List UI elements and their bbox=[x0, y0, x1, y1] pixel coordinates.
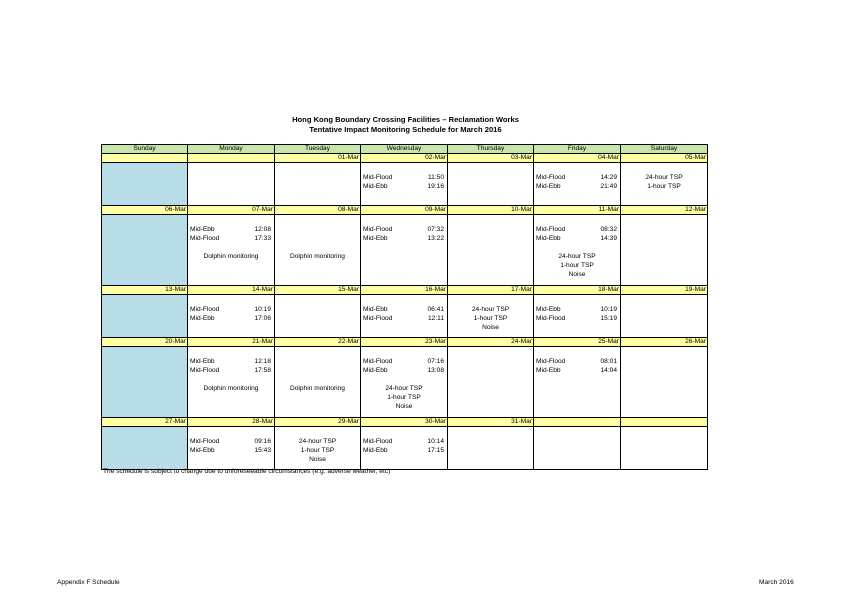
tide-entry bbox=[534, 305, 620, 314]
tide-time: 11:50 bbox=[427, 174, 444, 181]
tide-label: Mid-Flood bbox=[536, 358, 566, 365]
day-cell bbox=[621, 427, 708, 470]
day-cell bbox=[102, 347, 188, 418]
day-cell bbox=[621, 347, 708, 418]
tide-time: 14:04 bbox=[600, 367, 617, 374]
date-cell: 29-Mar bbox=[275, 418, 361, 427]
date-cell bbox=[188, 154, 275, 163]
date-cell: 03-Mar bbox=[448, 154, 534, 163]
day-cell bbox=[448, 215, 534, 286]
tide-label: Mid-Ebb bbox=[190, 315, 215, 322]
date-cell: 27-Mar bbox=[102, 418, 188, 427]
date-cell: 07-Mar bbox=[188, 206, 275, 215]
tide-label: Mid-Flood bbox=[190, 367, 220, 374]
date-cell: 16-Mar bbox=[361, 286, 448, 295]
monitoring-item: Noise bbox=[482, 324, 499, 331]
tide-time: 08:01 bbox=[600, 358, 617, 365]
day-cell bbox=[534, 427, 621, 470]
day-cell bbox=[188, 347, 275, 418]
date-cell: 24-Mar bbox=[448, 338, 534, 347]
date-cell bbox=[621, 418, 708, 427]
date-row bbox=[102, 206, 708, 215]
day-cell bbox=[448, 427, 534, 470]
date-cell: 20-Mar bbox=[102, 338, 188, 347]
tide-time: 17:33 bbox=[254, 235, 271, 242]
date-cell: 26-Mar bbox=[621, 338, 708, 347]
monitoring-item: 24-hour TSP bbox=[471, 306, 510, 313]
tide-time: 15:19 bbox=[600, 315, 617, 322]
date-cell: 08-Mar bbox=[275, 206, 361, 215]
date-row bbox=[102, 418, 708, 427]
day-cell bbox=[188, 163, 275, 206]
tide-time: 19:16 bbox=[427, 183, 444, 190]
tide-label: Mid-Flood bbox=[536, 226, 566, 233]
monitoring-item: Noise bbox=[568, 271, 586, 278]
tide-label: Mid-Flood bbox=[363, 226, 393, 233]
monitoring-item: 24-hour TSP bbox=[645, 174, 683, 181]
date-cell: 14-Mar bbox=[188, 286, 275, 295]
weekday-header: Saturday bbox=[621, 145, 708, 154]
date-cell: 09-Mar bbox=[361, 206, 448, 215]
tide-entry bbox=[188, 234, 274, 243]
date-cell: 19-Mar bbox=[621, 286, 708, 295]
monitoring-item: 1-hour TSP bbox=[560, 262, 594, 269]
day-cell bbox=[188, 215, 275, 286]
tide-time: 09:16 bbox=[254, 438, 271, 445]
spacer bbox=[275, 366, 360, 375]
tide-entry bbox=[188, 305, 274, 314]
day-cell bbox=[361, 427, 448, 470]
spacer bbox=[534, 243, 620, 252]
day-cell bbox=[361, 215, 448, 286]
tide-label: Mid-Flood bbox=[363, 358, 393, 365]
date-cell bbox=[102, 154, 188, 163]
date-cell: 17-Mar bbox=[448, 286, 534, 295]
tide-label: Mid-Flood bbox=[536, 174, 566, 181]
tide-label: Mid-Flood bbox=[363, 174, 393, 181]
date-cell: 11-Mar bbox=[534, 206, 621, 215]
monitoring-item: Dolphin monitoring bbox=[290, 253, 345, 260]
tide-label: Mid-Ebb bbox=[363, 235, 388, 242]
tide-label: Mid-Ebb bbox=[190, 358, 215, 365]
schedule-row bbox=[102, 427, 708, 470]
date-cell: 10-Mar bbox=[448, 206, 534, 215]
spacer bbox=[275, 243, 360, 252]
monitoring-item: 24-hour TSP bbox=[558, 253, 596, 260]
tide-time: 14:29 bbox=[600, 174, 617, 181]
tide-entry bbox=[361, 366, 447, 375]
tide-label: Mid-Flood bbox=[190, 235, 220, 242]
day-cell bbox=[448, 163, 534, 206]
day-cell bbox=[361, 295, 448, 338]
date-cell: 02-Mar bbox=[361, 154, 448, 163]
day-cell bbox=[534, 215, 621, 286]
tide-time: 13:22 bbox=[427, 235, 444, 242]
tide-time: 10:19 bbox=[254, 306, 271, 313]
monitoring-item: 1-hour TSP bbox=[387, 394, 421, 401]
title-line-2: Tentative Impact Monitoring Schedule for March 2016 bbox=[309, 125, 502, 134]
day-cell bbox=[534, 163, 621, 206]
tide-entry bbox=[534, 173, 620, 182]
tide-entry bbox=[188, 446, 274, 455]
tide-label: Mid-Flood bbox=[536, 315, 566, 322]
weekday-header-row bbox=[102, 145, 708, 154]
day-cell bbox=[275, 427, 361, 470]
schedule-row bbox=[102, 347, 708, 418]
day-cell bbox=[534, 347, 621, 418]
day-cell bbox=[361, 163, 448, 206]
monitoring-item: 1-hour TSP bbox=[647, 183, 681, 190]
spacer bbox=[188, 375, 274, 384]
day-cell bbox=[275, 347, 361, 418]
day-cell bbox=[102, 295, 188, 338]
date-cell bbox=[534, 418, 621, 427]
day-cell bbox=[448, 295, 534, 338]
title-line-1: Hong Kong Boundary Crossing Facilities – Reclamation Works bbox=[292, 115, 519, 124]
tide-entry bbox=[188, 357, 274, 366]
monitoring-item: Dolphin monitoring bbox=[203, 253, 259, 260]
day-cell bbox=[275, 215, 361, 286]
tide-time: 15:43 bbox=[254, 447, 271, 454]
monitoring-item: 24-hour TSP bbox=[298, 438, 337, 445]
tide-label: Mid-Ebb bbox=[536, 235, 561, 242]
date-row bbox=[102, 338, 708, 347]
date-cell: 30-Mar bbox=[361, 418, 448, 427]
tide-entry bbox=[361, 446, 447, 455]
tide-entry bbox=[361, 314, 447, 323]
tide-entry bbox=[361, 305, 447, 314]
day-cell bbox=[102, 163, 188, 206]
monitoring-item: 1-hour TSP bbox=[300, 447, 335, 454]
tide-time: 17:58 bbox=[254, 367, 271, 374]
date-cell: 18-Mar bbox=[534, 286, 621, 295]
tide-time: 13:08 bbox=[427, 367, 444, 374]
tide-time: 12:18 bbox=[254, 358, 271, 365]
day-cell bbox=[448, 347, 534, 418]
spacer bbox=[275, 225, 360, 234]
spacer bbox=[275, 234, 360, 243]
monitoring-item: 24-hour TSP bbox=[385, 385, 423, 392]
tide-label: Mid-Ebb bbox=[536, 367, 561, 374]
tide-label: Mid-Ebb bbox=[190, 226, 215, 233]
weekday-header: Sunday bbox=[102, 145, 188, 154]
tide-time: 07:32 bbox=[427, 226, 444, 233]
tide-entry bbox=[188, 314, 274, 323]
day-cell bbox=[102, 215, 188, 286]
date-cell: 04-Mar bbox=[534, 154, 621, 163]
date-cell: 15-Mar bbox=[275, 286, 361, 295]
tide-time: 17:06 bbox=[254, 315, 271, 322]
date-cell: 28-Mar bbox=[188, 418, 275, 427]
date-cell: 05-Mar bbox=[621, 154, 708, 163]
spacer bbox=[188, 243, 274, 252]
tide-time: 10:19 bbox=[600, 306, 617, 313]
date-cell: 12-Mar bbox=[621, 206, 708, 215]
tide-label: Mid-Ebb bbox=[190, 447, 215, 454]
tide-entry bbox=[361, 182, 447, 191]
monitoring-item: Dolphin monitoring bbox=[290, 385, 345, 392]
spacer bbox=[275, 357, 360, 366]
tide-entry bbox=[534, 314, 620, 323]
weekday-header: Thursday bbox=[448, 145, 534, 154]
tide-label: Mid-Ebb bbox=[536, 183, 561, 190]
day-cell bbox=[188, 427, 275, 470]
date-cell: 01-Mar bbox=[275, 154, 361, 163]
spacer bbox=[275, 375, 360, 384]
day-cell bbox=[621, 163, 708, 206]
tide-entry bbox=[361, 437, 447, 446]
day-cell bbox=[275, 163, 361, 206]
tide-entry bbox=[534, 357, 620, 366]
weekday-header: Wednesday bbox=[361, 145, 448, 154]
weekday-header: Monday bbox=[188, 145, 275, 154]
tide-entry bbox=[188, 366, 274, 375]
date-cell: 25-Mar bbox=[534, 338, 621, 347]
tide-entry bbox=[534, 225, 620, 234]
monitoring-item: Dolphin monitoring bbox=[203, 385, 259, 392]
day-cell bbox=[534, 295, 621, 338]
tide-label: Mid-Flood bbox=[363, 438, 393, 445]
weekday-header: Tuesday bbox=[275, 145, 361, 154]
tide-entry bbox=[361, 225, 447, 234]
tide-label: Mid-Ebb bbox=[536, 306, 561, 313]
tide-time: 12:08 bbox=[254, 226, 271, 233]
date-cell: 13-Mar bbox=[102, 286, 188, 295]
tide-entry bbox=[361, 357, 447, 366]
tide-time: 17:15 bbox=[427, 447, 444, 454]
tide-entry bbox=[534, 366, 620, 375]
day-cell bbox=[361, 347, 448, 418]
footer-right: March 2016 bbox=[759, 579, 794, 586]
tide-entry bbox=[534, 182, 620, 191]
monitoring-item: Noise bbox=[309, 456, 326, 463]
tide-entry bbox=[534, 234, 620, 243]
schedule-calendar bbox=[101, 144, 708, 470]
tide-time: 14:39 bbox=[600, 235, 617, 242]
day-cell bbox=[188, 295, 275, 338]
day-cell bbox=[102, 427, 188, 470]
day-cell bbox=[621, 295, 708, 338]
footer-left: Appendix F Schedule bbox=[57, 579, 120, 586]
date-row bbox=[102, 154, 708, 163]
schedule-row bbox=[102, 295, 708, 338]
date-cell: 22-Mar bbox=[275, 338, 361, 347]
schedule-note: The schedule is subject to change due to unforeseeable circumstances (e.g. adverse weather, etc) bbox=[103, 468, 391, 475]
date-cell: 23-Mar bbox=[361, 338, 448, 347]
date-cell: 06-Mar bbox=[102, 206, 188, 215]
spacer bbox=[361, 375, 447, 384]
tide-label: Mid-Flood bbox=[190, 306, 220, 313]
tide-time: 21:49 bbox=[600, 183, 617, 190]
day-cell bbox=[621, 215, 708, 286]
monitoring-item: 1-hour TSP bbox=[473, 315, 508, 322]
tide-time: 06:41 bbox=[427, 306, 444, 313]
monitoring-item: Noise bbox=[395, 403, 413, 410]
tide-time: 12:11 bbox=[427, 315, 444, 322]
tide-label: Mid-Flood bbox=[363, 315, 393, 322]
tide-label: Mid-Ebb bbox=[363, 367, 388, 374]
tide-time: 07:16 bbox=[427, 358, 444, 365]
date-cell: 31-Mar bbox=[448, 418, 534, 427]
weekday-header: Friday bbox=[534, 145, 621, 154]
tide-label: Mid-Flood bbox=[190, 438, 220, 445]
schedule-row bbox=[102, 163, 708, 206]
tide-entry bbox=[361, 173, 447, 182]
tide-entry bbox=[361, 234, 447, 243]
day-cell bbox=[275, 295, 361, 338]
tide-entry bbox=[188, 225, 274, 234]
schedule-row bbox=[102, 215, 708, 286]
date-cell: 21-Mar bbox=[188, 338, 275, 347]
date-row bbox=[102, 286, 708, 295]
tide-label: Mid-Ebb bbox=[363, 183, 388, 190]
tide-label: Mid-Ebb bbox=[363, 306, 388, 313]
tide-time: 08:32 bbox=[600, 226, 617, 233]
tide-entry bbox=[188, 437, 274, 446]
tide-time: 10:14 bbox=[427, 438, 444, 445]
tide-label: Mid-Ebb bbox=[363, 447, 388, 454]
